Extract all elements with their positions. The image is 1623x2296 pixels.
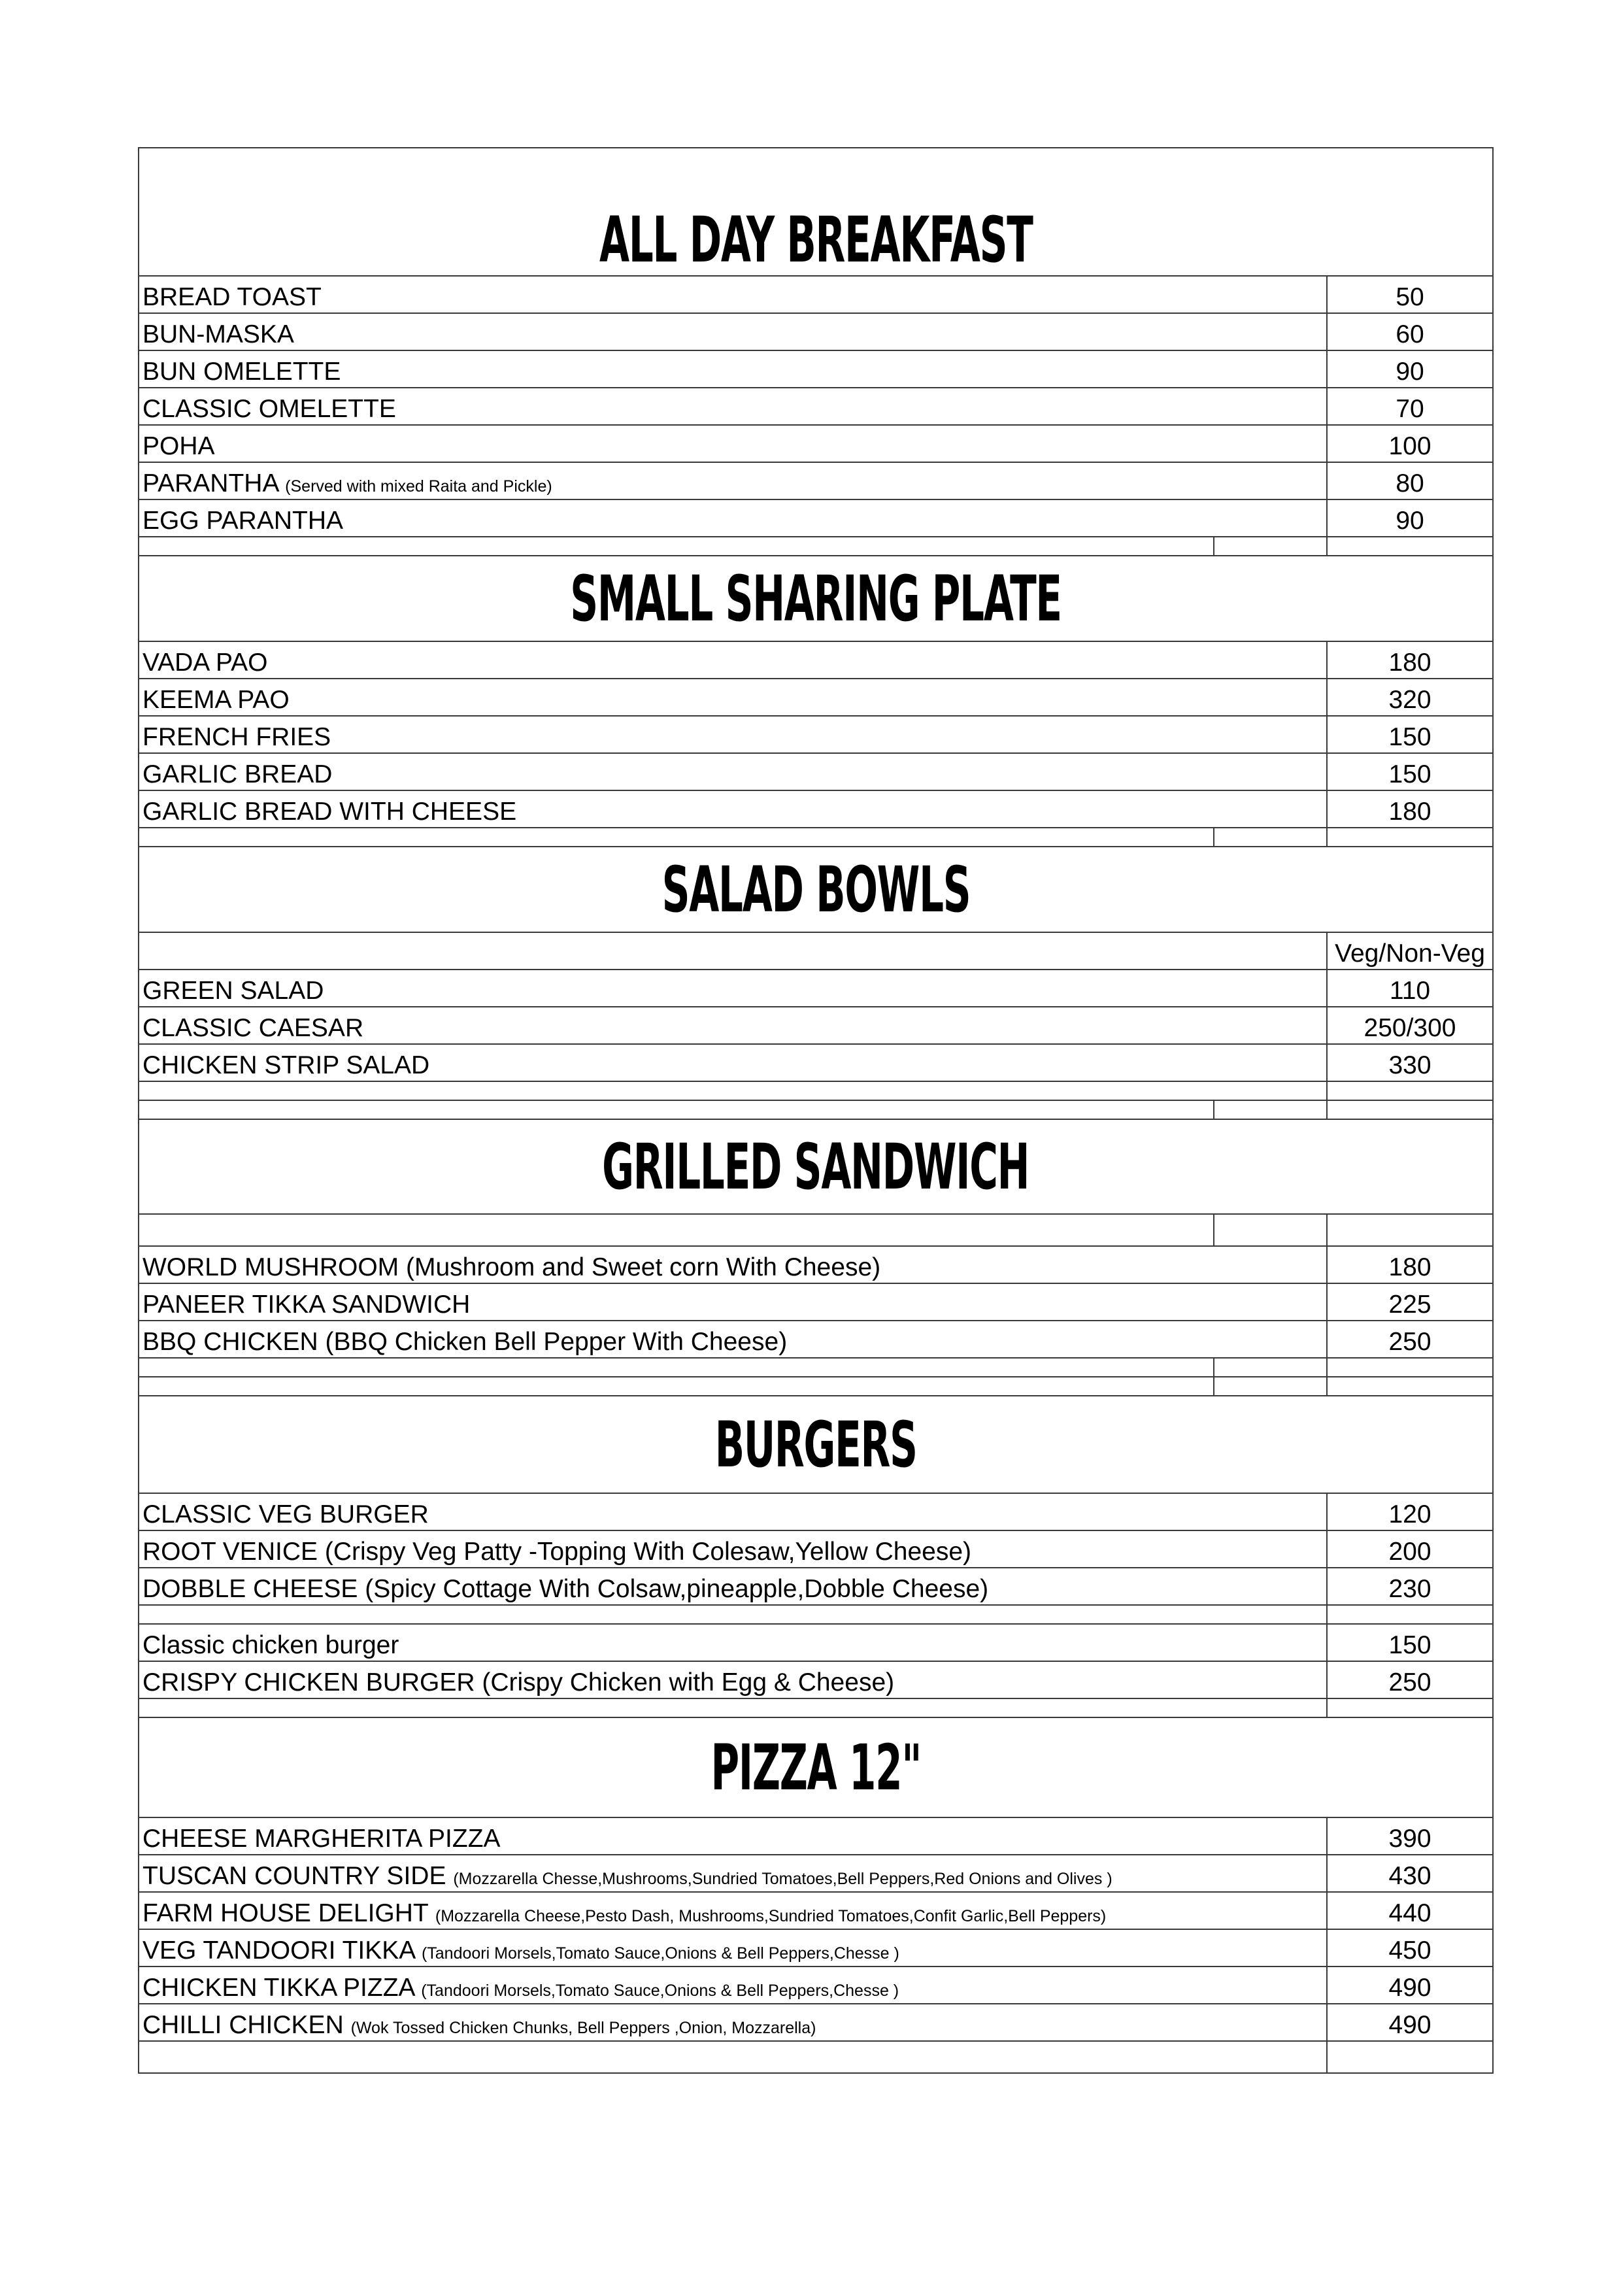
menu-row xyxy=(139,641,1493,679)
item-name: CLASSIC OMELETTE xyxy=(139,388,1327,425)
menu-row xyxy=(139,790,1493,828)
menu-row xyxy=(139,2004,1493,2041)
menu-row xyxy=(139,1007,1493,1044)
menu-row xyxy=(139,716,1493,753)
item-name: KEEMA PAO xyxy=(139,679,1327,716)
item-name: VEG TANDOORI TIKKA (Tandoori Morsels,Tomato Sauce,Onions & Bell Peppers,Chesse ) xyxy=(139,1929,1327,1967)
item-price: 390 xyxy=(1327,1817,1493,1855)
item-name: BUN OMELETTE xyxy=(139,350,1327,388)
menu-row xyxy=(139,1855,1493,1892)
menu-row xyxy=(139,1661,1493,1698)
item-price: 440 xyxy=(1327,1892,1493,1929)
item-name: CHEESE MARGHERITA PIZZA xyxy=(139,1817,1327,1855)
item-name: POHA xyxy=(139,425,1327,462)
item-price: 180 xyxy=(1327,790,1493,828)
section-title: PIZZA 12" xyxy=(139,1717,1493,1817)
menu-row xyxy=(139,1246,1493,1283)
menu-row xyxy=(139,1321,1493,1358)
spacer-row xyxy=(139,2041,1493,2073)
item-name: CLASSIC CAESAR xyxy=(139,1007,1327,1044)
item-name: TUSCAN COUNTRY SIDE (Mozzarella Chesse,Mushrooms,Sundried Tomatoes,Bell Peppers,Red Onions and Olives ) xyxy=(139,1855,1327,1892)
menu-row xyxy=(139,1493,1493,1530)
item-price: 180 xyxy=(1327,1246,1493,1283)
menu-row xyxy=(139,425,1493,462)
item-price: 200 xyxy=(1327,1530,1493,1568)
item-note: (Wok Tossed Chicken Chunks, Bell Peppers ,Onion, Mozzarella) xyxy=(350,2019,816,2037)
menu-row xyxy=(139,679,1493,716)
item-price: 225 xyxy=(1327,1283,1493,1321)
section-title: SMALL SHARING PLATE xyxy=(139,556,1493,641)
menu-table xyxy=(138,147,1494,2074)
item-price: 430 xyxy=(1327,1855,1493,1892)
item-note: (Mozzarella Cheese,Pesto Dash, Mushrooms,Sundried Tomatoes,Confit Garlic,Bell Peppers) xyxy=(435,1907,1107,1925)
item-price: 250 xyxy=(1327,1661,1493,1698)
menu-row xyxy=(139,1929,1493,1967)
item-price: 150 xyxy=(1327,753,1493,790)
item-price: 490 xyxy=(1327,1967,1493,2004)
item-price: 120 xyxy=(1327,1493,1493,1530)
item-price: 100 xyxy=(1327,425,1493,462)
item-price: 330 xyxy=(1327,1044,1493,1081)
item-name: FRENCH FRIES xyxy=(139,716,1327,753)
section-title: BURGERS xyxy=(139,1396,1493,1493)
item-name: GREEN SALAD xyxy=(139,970,1327,1007)
spacer-row xyxy=(139,828,1493,847)
item-price: 180 xyxy=(1327,641,1493,679)
menu-row xyxy=(139,753,1493,790)
item-name: BREAD TOAST xyxy=(139,276,1327,313)
item-note: (Served with mixed Raita and Pickle) xyxy=(285,477,552,496)
spacer-row xyxy=(139,1377,1493,1396)
item-price: 80 xyxy=(1327,462,1493,499)
item-name: BBQ CHICKEN (BBQ Chicken Bell Pepper With Cheese) xyxy=(139,1321,1327,1358)
spacer-row xyxy=(139,1605,1493,1624)
item-price: 110 xyxy=(1327,970,1493,1007)
item-name: FARM HOUSE DELIGHT (Mozzarella Cheese,Pesto Dash, Mushrooms,Sundried Tomatoes,Confit Garlic,Bell Peppers) xyxy=(139,1892,1327,1929)
item-price: 450 xyxy=(1327,1929,1493,1967)
item-price: 150 xyxy=(1327,1624,1493,1661)
menu-row xyxy=(139,1817,1493,1855)
item-price: 320 xyxy=(1327,679,1493,716)
item-price: 490 xyxy=(1327,2004,1493,2041)
item-price: 90 xyxy=(1327,499,1493,537)
item-price: 70 xyxy=(1327,388,1493,425)
item-name: Classic chicken burger xyxy=(139,1624,1327,1661)
item-name: CHICKEN TIKKA PIZZA (Tandoori Morsels,Tomato Sauce,Onions & Bell Peppers,Chesse ) xyxy=(139,1967,1327,2004)
item-name: PARANTHA (Served with mixed Raita and Pickle) xyxy=(139,462,1327,499)
spacer-row xyxy=(139,1358,1493,1377)
item-name: VADA PAO xyxy=(139,641,1327,679)
item-name: BUN-MASKA xyxy=(139,313,1327,350)
item-name: CRISPY CHICKEN BURGER (Crispy Chicken with Egg & Cheese) xyxy=(139,1661,1327,1698)
menu-row xyxy=(139,1283,1493,1321)
menu-sheet xyxy=(138,147,1492,2074)
item-price: 230 xyxy=(1327,1568,1493,1605)
item-name: CHICKEN STRIP SALAD xyxy=(139,1044,1327,1081)
price-header: Veg/Non-Veg xyxy=(1327,932,1493,970)
menu-row xyxy=(139,350,1493,388)
menu-row xyxy=(139,1624,1493,1661)
spacer-row xyxy=(139,1214,1493,1246)
item-price: 250/300 xyxy=(1327,1007,1493,1044)
menu-row xyxy=(139,462,1493,499)
item-price: 90 xyxy=(1327,350,1493,388)
item-price: 150 xyxy=(1327,716,1493,753)
spacer-row xyxy=(139,1698,1493,1717)
item-name: EGG PARANTHA xyxy=(139,499,1327,537)
item-name: CLASSIC VEG BURGER xyxy=(139,1493,1327,1530)
spacer-row xyxy=(139,537,1493,556)
item-note: (Tandoori Morsels,Tomato Sauce,Onions & Bell Peppers,Chesse ) xyxy=(421,1944,899,1963)
section-title: SALAD BOWLS xyxy=(139,847,1493,932)
menu-row xyxy=(139,970,1493,1007)
item-note: (Mozzarella Chesse,Mushrooms,Sundried Tomatoes,Bell Peppers,Red Onions and Olives ) xyxy=(453,1870,1113,1888)
spacer-row xyxy=(139,1081,1493,1100)
menu-row xyxy=(139,1530,1493,1568)
price-header-row xyxy=(139,932,1493,970)
menu-row xyxy=(139,499,1493,537)
menu-row xyxy=(139,388,1493,425)
menu-row xyxy=(139,1568,1493,1605)
item-name: GARLIC BREAD xyxy=(139,753,1327,790)
item-name: WORLD MUSHROOM (Mushroom and Sweet corn With Cheese) xyxy=(139,1246,1327,1283)
item-name: GARLIC BREAD WITH CHEESE xyxy=(139,790,1327,828)
menu-row xyxy=(139,276,1493,313)
item-name: PANEER TIKKA SANDWICH xyxy=(139,1283,1327,1321)
item-note: (Tandoori Morsels,Tomato Sauce,Onions & Bell Peppers,Chesse ) xyxy=(421,1982,899,2000)
section-title: GRILLED SANDWICH xyxy=(139,1119,1493,1214)
item-name: CHILLI CHICKEN (Wok Tossed Chicken Chunks, Bell Peppers ,Onion, Mozzarella) xyxy=(139,2004,1327,2041)
menu-row xyxy=(139,1967,1493,2004)
section-title: ALL DAY BREAKFAST xyxy=(139,148,1493,276)
item-price: 60 xyxy=(1327,313,1493,350)
item-name: DOBBLE CHEESE (Spicy Cottage With Colsaw,pineapple,Dobble Cheese) xyxy=(139,1568,1327,1605)
spacer-row xyxy=(139,1100,1493,1119)
menu-row xyxy=(139,1044,1493,1081)
item-price: 250 xyxy=(1327,1321,1493,1358)
menu-row xyxy=(139,313,1493,350)
item-name: ROOT VENICE (Crispy Veg Patty -Topping With Colesaw,Yellow Cheese) xyxy=(139,1530,1327,1568)
menu-row xyxy=(139,1892,1493,1929)
item-price: 50 xyxy=(1327,276,1493,313)
